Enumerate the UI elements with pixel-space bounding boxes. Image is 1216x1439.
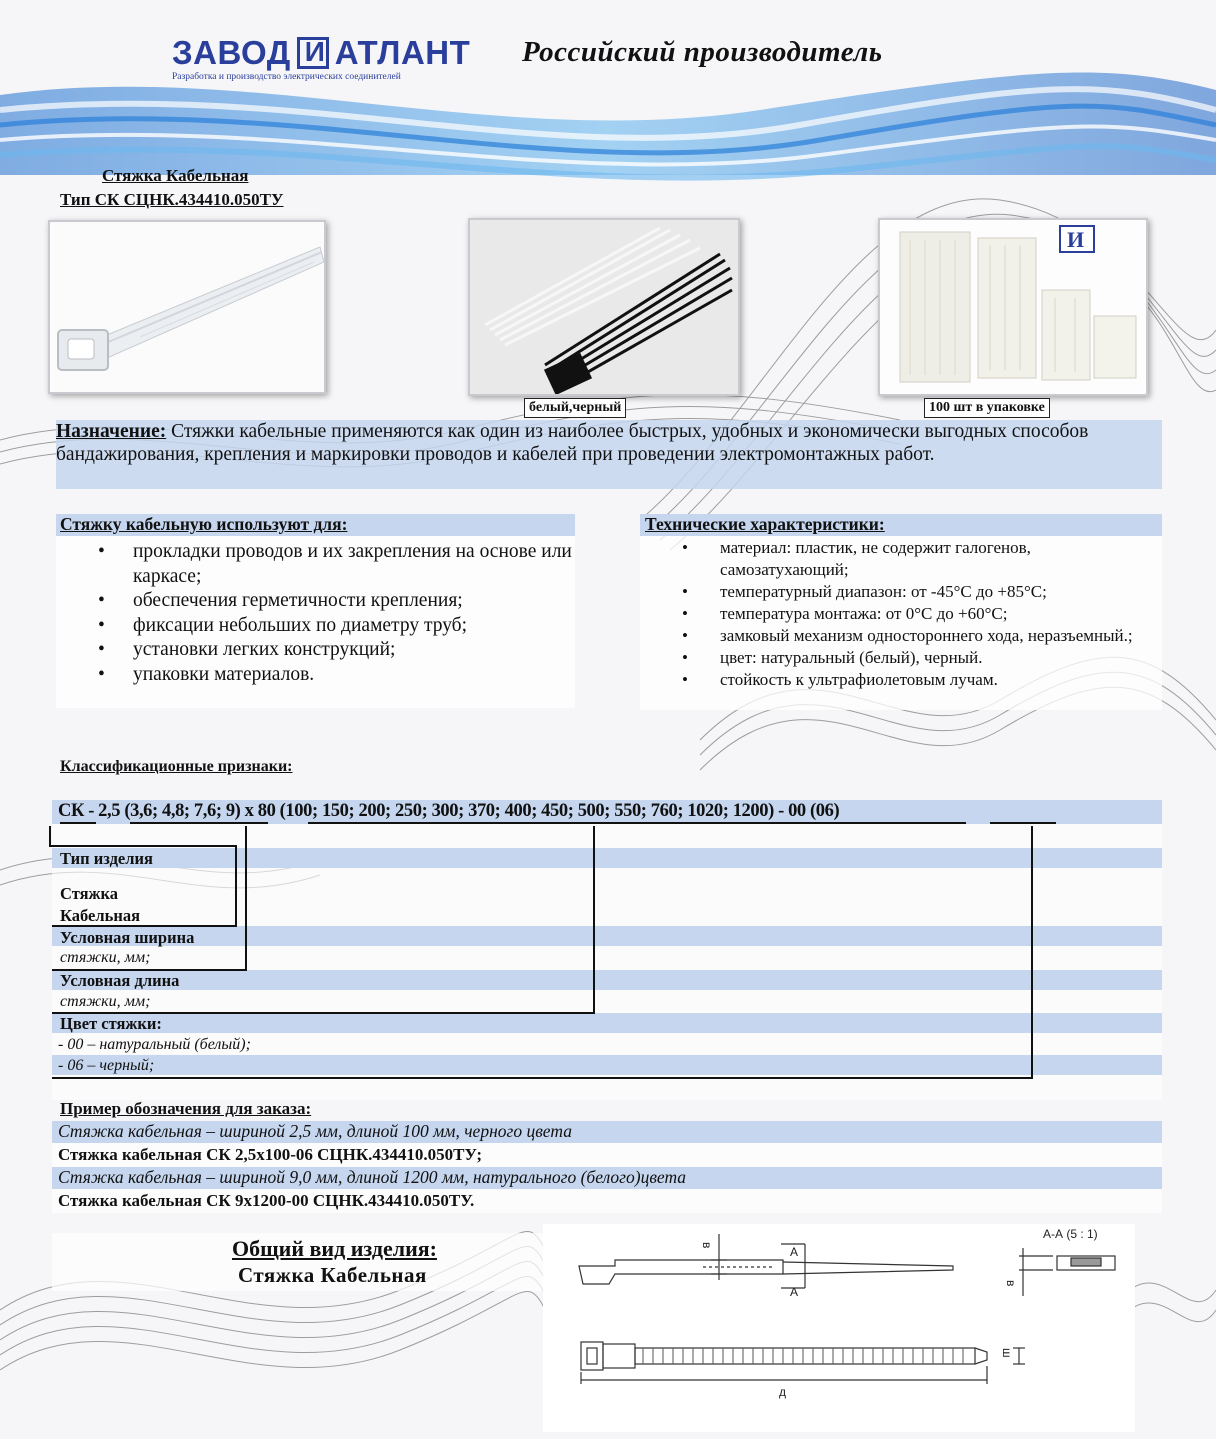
caption-colors: белый,черный bbox=[524, 398, 626, 418]
color-00: - 00 – натуральный (белый); bbox=[58, 1036, 251, 1053]
list-item: • замковый механизм одностороннего хода, неразъемный.; bbox=[642, 625, 1160, 647]
order-example-2-code: Стяжка кабельная СК 9х1200-00 СЦНК.434410.050ТУ. bbox=[58, 1191, 475, 1210]
order-heading: Пример обозначения для заказа: bbox=[60, 1099, 312, 1118]
product-title: Стяжка Кабельная bbox=[102, 166, 249, 185]
section-label: А-А (5 : 1) bbox=[1043, 1227, 1098, 1241]
slogan: Российский производитель bbox=[522, 36, 883, 68]
classification-heading: Классификационные признаки: bbox=[60, 758, 293, 775]
list-item: • установки легких конструкций; bbox=[58, 638, 573, 663]
dim-b-side: в bbox=[700, 1242, 714, 1249]
type-value-2: Кабельная bbox=[60, 906, 141, 925]
order-example-1-code: Стяжка кабельная СК 2,5х100-06 СЦНК.434410.050ТУ; bbox=[58, 1145, 483, 1164]
dim-d: д bbox=[779, 1385, 787, 1399]
dim-b-section: в bbox=[1004, 1280, 1018, 1287]
type-value-1: Стяжка bbox=[60, 884, 118, 903]
list-item: • фиксации небольших по диаметру труб; bbox=[58, 614, 573, 639]
list-item: • обеспечения герметичности крепления; bbox=[58, 589, 573, 614]
dim-sh: ш bbox=[1000, 1348, 1014, 1358]
logo-word-left: ЗАВОД bbox=[172, 34, 291, 71]
uses-heading: Стяжку кабельную используют для: bbox=[60, 514, 348, 534]
technical-drawing bbox=[543, 1224, 1135, 1432]
color-06: - 06 – черный; bbox=[58, 1057, 155, 1074]
cable-tie-drawing bbox=[543, 1224, 1135, 1432]
classification-code: СК - 2,5 (3,6; 4,8; 7,6; 9) x 80 (100; 150; 200; 250; 300; 370; 400; 450; 500; 550; 760; 1020; 1200) - 00 (06) bbox=[58, 801, 840, 821]
list-item: • температура монтажа: от 0°С до +60°С; bbox=[642, 603, 1160, 625]
type-label: Тип изделия bbox=[60, 849, 153, 868]
logo-word-right: АТЛАНТ bbox=[334, 34, 471, 71]
logo-tagline: Разработка и производство электрических соединителей bbox=[172, 72, 401, 82]
width-unit: стяжки, мм; bbox=[60, 949, 151, 966]
width-label: Условная ширина bbox=[60, 928, 195, 947]
general-view-subtitle: Стяжка Кабельная bbox=[238, 1263, 427, 1287]
tech-heading: Технические характеристики: bbox=[645, 514, 885, 534]
purpose-text: Стяжки кабельные применяются как один из наиболее быстрых, удобных и экономически выгодных способов бандажирования, крепления и маркировки проводов и кабелей при проведении электромонтажных работ. bbox=[56, 421, 1089, 465]
color-label: Цвет стяжки: bbox=[60, 1014, 162, 1033]
list-item: • упаковки материалов. bbox=[58, 663, 573, 688]
order-example-1-desc: Стяжка кабельная – шириной 2,5 мм, длиной 100 мм, черного цвета bbox=[58, 1121, 572, 1141]
dim-a-bottom: А bbox=[790, 1285, 799, 1299]
length-label: Условная длина bbox=[60, 971, 180, 990]
purpose-label: Назначение: bbox=[56, 421, 167, 442]
order-example-2-desc: Стяжка кабельная – шириной 9,0 мм, длиной 1200 мм, натурального (белого)цвета bbox=[58, 1167, 687, 1187]
list-item: • стойкость к ультрафиолетовым лучам. bbox=[642, 669, 1160, 691]
package-logo-icon: И bbox=[1067, 227, 1085, 252]
caption-pack: 100 шт в упаковке bbox=[924, 398, 1050, 418]
product-type: Тип СК СЦНК.434410.050ТУ bbox=[60, 190, 284, 209]
dim-a-top: А bbox=[790, 1245, 799, 1259]
length-unit: стяжки, мм; bbox=[60, 993, 151, 1010]
list-item: • прокладки проводов и их закрепления на основе или каркасе; bbox=[58, 540, 573, 589]
general-view-heading: Общий вид изделия: bbox=[232, 1236, 437, 1261]
list-item: • цвет: натуральный (белый), черный. bbox=[642, 647, 1160, 669]
logo-mark-icon: И bbox=[297, 37, 329, 69]
list-item: • температурный диапазон: от -45°С до +85°С; bbox=[642, 581, 1160, 603]
list-item: • материал: пластик, не содержит галогенов, самозатухающий; bbox=[642, 537, 1160, 581]
